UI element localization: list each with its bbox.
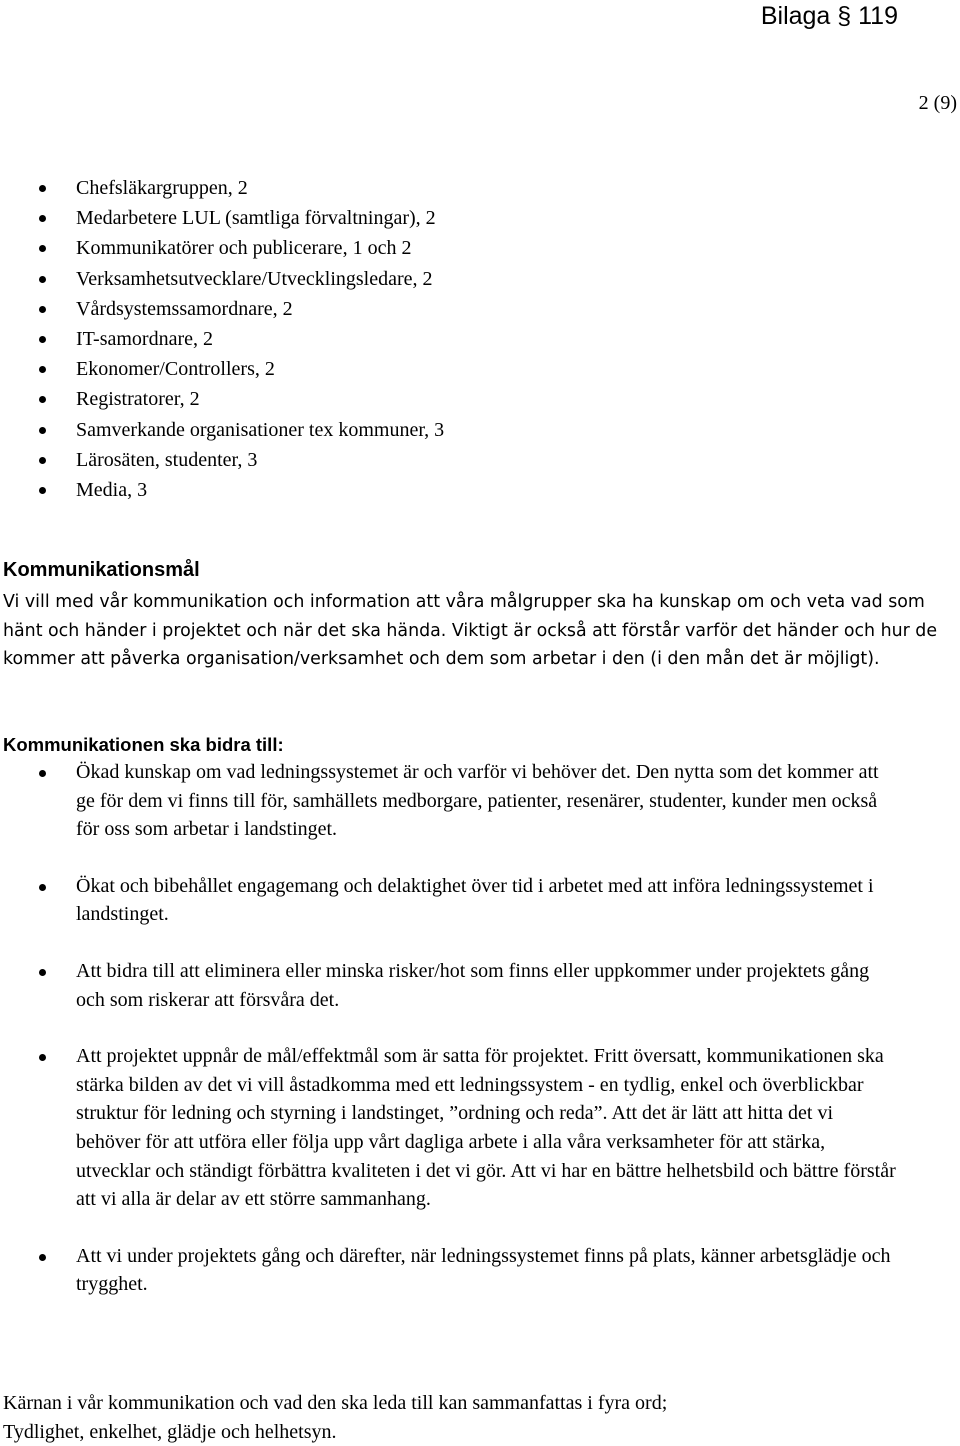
list-item: Chefsläkargruppen, 2: [0, 173, 960, 203]
contribution-list: [0, 758, 900, 1299]
list-item: Registratorer, 2: [0, 384, 960, 414]
list-item: Ökad kunskap om vad ledningssystemet är och varför vi behöver det. Den nytta som det kommer att ge för dem vi finns till för, samhällets medborgare, patienter, resenärer, studenter, kunder men också för oss som arbetar i landstinget.: [0, 758, 900, 844]
list-item: Verksamhetsutvecklare/Utvecklingsledare, 2: [0, 264, 960, 294]
list-item: Ökat och bibehållet engagemang och delaktighet över tid i arbetet med att införa ledningssystemet i landstinget.: [0, 872, 900, 929]
page-number: 2 (9): [918, 92, 957, 114]
closing-line: Tydlighet, enkelhet, glädje och helhetsyn.: [3, 1420, 337, 1443]
document-header-title: Bilaga § 119: [760, 2, 898, 30]
list-item: Vårdsystemssamordnare, 2: [0, 294, 960, 324]
list-item: Att vi under projektets gång och därefter, när ledningssystemet finns på plats, känner arbetsglädje och trygghet.: [0, 1242, 900, 1299]
list-item: Ekonomer/Controllers, 2: [0, 354, 960, 384]
list-item: Att projektet uppnår de mål/effektmål som är satta för projektet. Fritt översatt, kommunikationen ska stärka bilden av det vi vill åstadkomma med ett ledningssystem - en tydlig, enkel och överblickbar struktur för ledning och styrning i landstinget, ”ordning och reda”. Att det är lätt att hitta det vi behöver för att utföra eller följa upp vårt dagliga arbete i alla våra verksamheter för att stärka, utvecklar och ständigt förbättra kvaliteten i det vi gör. Att vi har en bättre helhetsbild och bättre förstår att vi alla är delar av ett större sammanhang.: [0, 1042, 900, 1214]
list-item: Kommunikatörer och publicerare, 1 och 2: [0, 233, 960, 263]
closing-line: Kärnan i vår kommunikation och vad den ska leda till kan sammanfattas i fyra ord;: [3, 1392, 668, 1414]
section-paragraph: Vi vill med vår kommunikation och information att våra målgrupper ska ha kunskap om och veta vad som hänt och händer i projektet och när det ska hända. Viktigt är också att förstår varför det händer och hur de kommer att påverka organisation/verksamhet och dem som arbetar i den (i den mån det är möjligt).: [3, 592, 938, 670]
list-item: IT-samordnare, 2: [0, 324, 960, 354]
list-item: Att bidra till att eliminera eller minska risker/hot som finns eller uppkommer under projektets gång och som riskerar att försvåra det.: [0, 957, 900, 1014]
list-item: Lärosäten, studenter, 3: [0, 445, 960, 475]
target-group-list: [0, 173, 960, 505]
section-heading: Kommunikationsmål: [3, 559, 200, 581]
list-item: Media, 3: [0, 475, 960, 505]
subsection-heading: Kommunikationen ska bidra till:: [3, 734, 284, 755]
list-item: Medarbetere LUL (samtliga förvaltningar), 2: [0, 203, 960, 233]
closing-paragraph: [3, 1389, 953, 1446]
list-item: Samverkande organisationer tex kommuner, 3: [0, 415, 960, 445]
